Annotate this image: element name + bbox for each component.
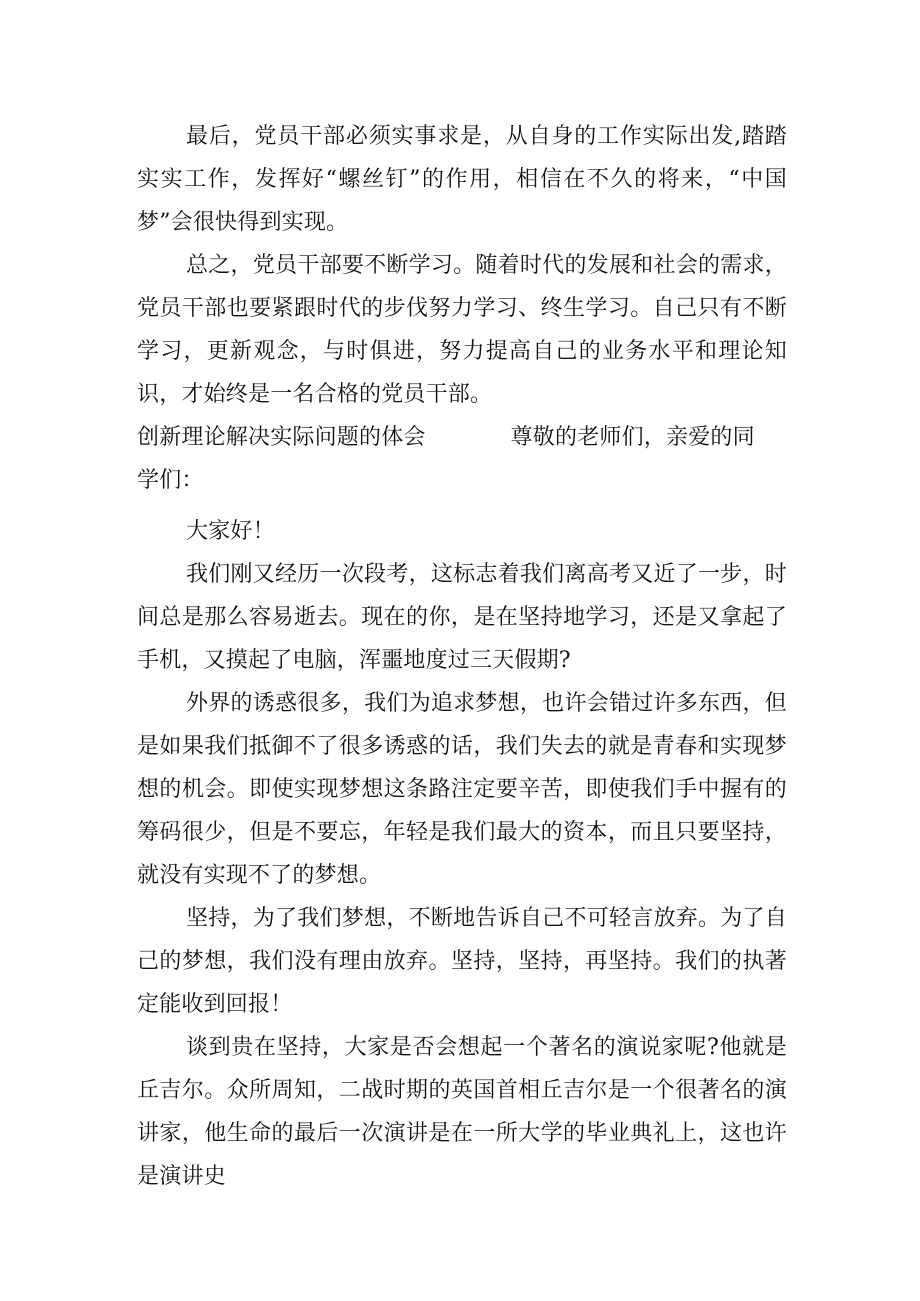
paragraph-greeting: 大家好！ (186, 519, 275, 544)
document-body (137, 115, 787, 1198)
heading-title: 创新理论解决实际问题的体会 (137, 425, 426, 450)
paragraph-temptation: 外界的诱惑很多，我们为追求梦想，也许会错过许多东西，但是如果我们抵御不了很多诱惑的话，我们失去的就是青春和实现梦想的机会。即使实现梦想这条路注定要辛苦，即使我们手中握有的筹码很少，但是不要忘，年轻是我们最大的资本，而且只要坚持，就没有实现不了的梦想。 (137, 691, 787, 888)
section-heading (137, 416, 787, 459)
paragraph-exam: 我们刚又经历一次段考，这标志着我们离高考又近了一步，时间总是那么容易逝去。现在的你，是在坚持地学习，还是又拿起了手机，又摸起了电脑，浑噩地度过三天假期? (137, 562, 787, 673)
heading-salutation: 尊敬的老师们，亲爱的同 (510, 425, 755, 450)
paragraph-summary: 总之，党员干部要不断学习。随着时代的发展和社会的需求，党员干部也要紧跟时代的步伐努力学习、终生学习。自己只有不断学习，更新观念，与时俱进，努力提高自己的业务水平和理论知识，才始终是一名合格的党员干部。 (137, 253, 787, 407)
paragraph-conclusion: 最后，党员干部必须实事求是，从自身的工作实际出发,踏踏实实工作，发挥好“螺丝钉”的作用，相信在不久的将来，“中国梦”会很快得到实现。 (137, 124, 787, 235)
paragraph-persistence: 坚持，为了我们梦想，不断地告诉自己不可轻言放弃。为了自己的梦想，我们没有理由放弃。坚持，坚持，再坚持。我们的执著定能收到回报！ (137, 906, 787, 1017)
heading-salutation-continued: 学们： (137, 468, 204, 493)
paragraph-churchill: 谈到贵在坚持，大家是否会想起一个著名的演说家呢?他就是丘吉尔。众所周知，二战时期的英国首相丘吉尔是一个很著名的演讲家，他生命的最后一次演讲是在一所大学的毕业典礼上，这也许是演讲史 (137, 1035, 787, 1189)
